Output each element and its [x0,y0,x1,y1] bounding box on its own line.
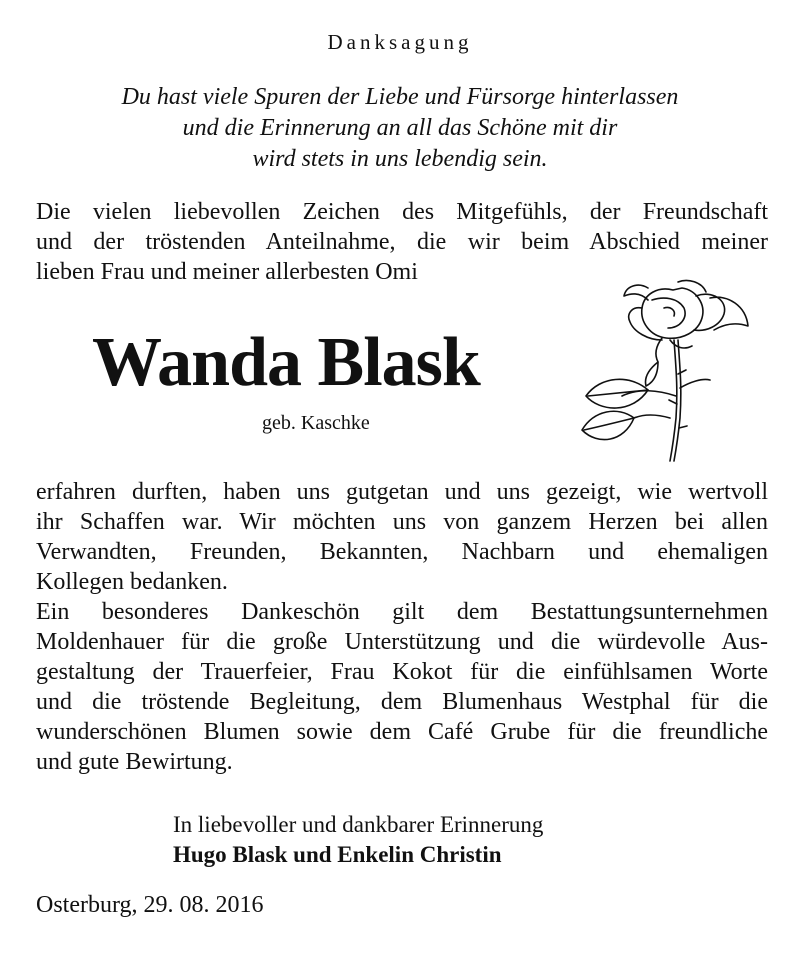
maiden-name: geb. Kaschke [262,412,370,434]
poem-line: wird stets in uns lebendig sein. [252,146,548,172]
body-line: Kollegen bedanken. [36,569,228,595]
intro-line: und der tröstenden Anteilnahme, die wir beim Abschied meiner [36,229,768,255]
notice-title: Danksagung [327,30,473,54]
place-date: Osterburg, 29. 08. 2016 [36,892,264,918]
body-line: Ein besonderes Dankeschön gilt dem Bestattungsunternehmen [36,599,768,625]
body-line: Moldenhauer für die große Unterstützung und die würdevolle Aus- [36,629,768,655]
body-paragraph [36,477,768,777]
closing-line: In liebevoller und dankbarer Erinnerung [173,812,544,837]
body-line: und die tröstende Begleitung, dem Blumenhaus Westphal für die [36,689,768,715]
body-line: Verwandten, Freunden, Bekannten, Nachbarn und ehemaligen [36,539,768,565]
body-line: wunderschönen Blumen sowie dem Café Grube für die freundliche [36,719,768,745]
poem-line: Du hast viele Spuren der Liebe und Fürsorge hinterlassen [121,84,679,110]
poem-line: und die Erinnerung an all das Schöne mit dir [182,115,618,141]
intro-line: lieben Frau und meiner allerbesten Omi [36,259,418,285]
deceased-name: Wanda Blask [92,324,480,401]
rose-icon [578,278,758,463]
body-line: ihr Schaffen war. Wir möchten uns von ganzem Herzen bei allen [36,509,768,535]
body-line: erfahren durften, haben uns gutgetan und uns gezeigt, wie wertvoll [36,479,768,505]
body-line: gestaltung der Trauerfeier, Frau Kokot für die einfühlsamen Worte [36,659,768,685]
poem [0,82,800,175]
signers: Hugo Blask und Enkelin Christin [173,842,502,867]
intro-line: Die vielen liebevollen Zeichen des Mitgefühls, der Freundschaft [36,199,768,225]
body-line: und gute Bewirtung. [36,749,233,775]
intro-paragraph [36,197,768,287]
